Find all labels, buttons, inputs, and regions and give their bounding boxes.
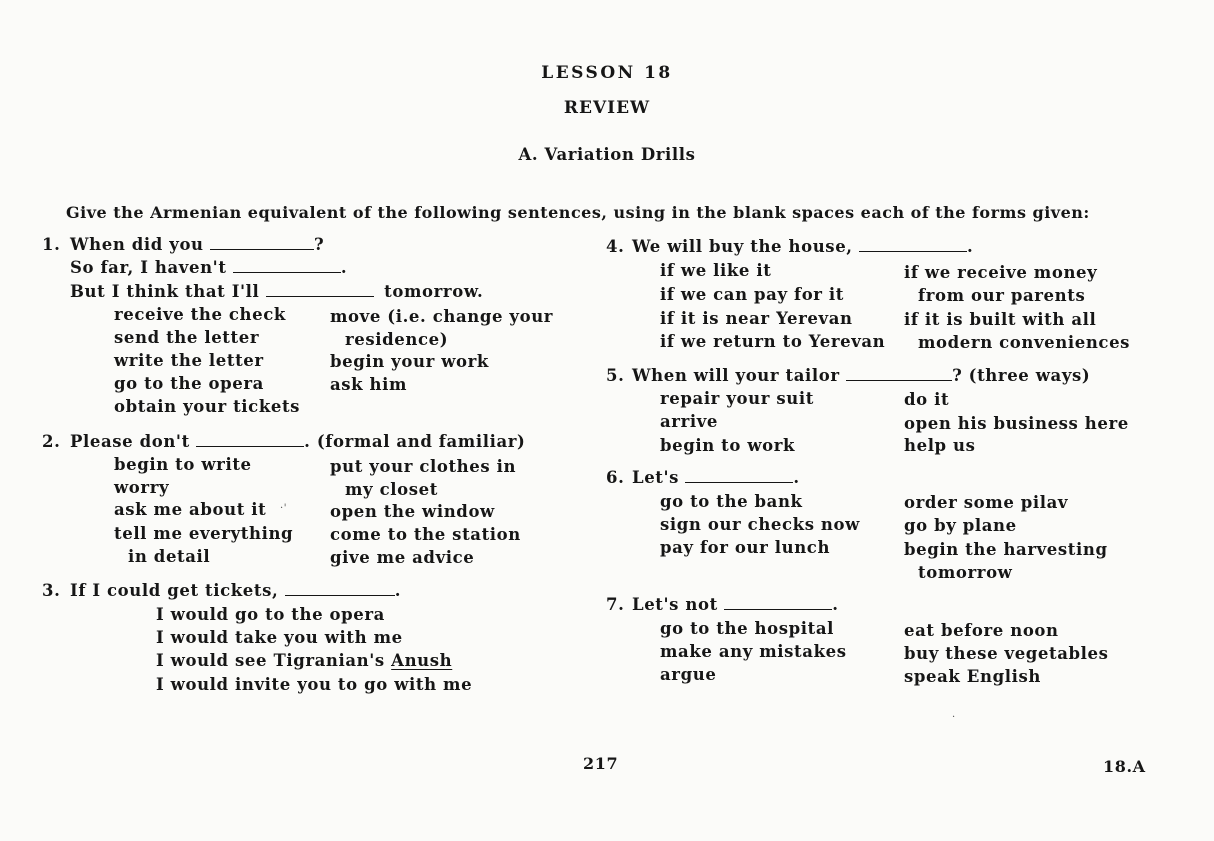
option-item: tell me everything [114,524,294,543]
option-item: I would see Tigranian's Anush [156,651,453,670]
option-item: buy these vegetables [904,644,1109,663]
option-item: go by plane [904,516,1017,535]
option-item: if we receive money [904,263,1098,282]
option-item: ask him [330,375,408,394]
page-number: 217 [583,754,619,773]
option-item: help us [904,436,976,455]
drill-number: 1. [42,235,61,254]
option-item: I would go to the opera [156,605,385,624]
option-item: go to the opera [114,374,264,393]
scan-speck: ·' [280,503,288,514]
option-item: pay for our lunch [660,538,831,557]
answer-blank [266,295,374,297]
option-item: write the letter [114,351,264,370]
option-item: if we return to Yerevan [660,332,886,351]
option-item: do it [904,390,950,409]
scan-speck: · [952,712,956,723]
section-code: 18.A [1103,757,1146,776]
option-item: go to the bank [660,492,803,511]
option-item: my closet [345,480,438,499]
option-item: begin your work [330,352,489,371]
drill-number: 3. [42,581,61,600]
answer-blank [685,481,793,483]
option-item: give me advice [330,548,475,567]
option-item: begin the harvesting [904,540,1108,559]
drill-line: But I think that I'll tomorrow. [70,282,484,301]
option-item: speak English [904,667,1041,686]
option-item: repair your suit [660,389,814,408]
option-item: send the letter [114,328,260,347]
answer-blank [846,379,952,381]
option-item: obtain your tickets [114,397,301,416]
underlined-title: Anush [391,651,453,670]
lesson-title: LESSON 18 [541,63,673,83]
option-item: order some pilav [904,493,1069,512]
review-heading: REVIEW [563,98,651,118]
drill-line: If I could get tickets, . [70,581,402,600]
option-item: from our parents [918,286,1086,305]
answer-blank [859,250,967,252]
option-item: make any mistakes [660,642,847,661]
option-item: if it is near Yerevan [660,309,853,328]
option-item: put your clothes in [330,457,517,476]
drill-number: 7. [606,595,625,614]
option-item: eat before noon [904,621,1059,640]
answer-blank [233,271,341,273]
drill-line: When did you ? [70,235,325,254]
option-item: if we can pay for it [660,285,845,304]
option-item: open his business here [904,414,1129,433]
drill-number: 4. [606,237,625,256]
option-item: move (i.e. change your [330,307,554,326]
answer-blank [210,248,314,250]
drill-line: Let's not . [632,595,839,614]
option-item: modern conveniences [918,333,1131,352]
option-item: begin to work [660,436,796,455]
option-item: argue [660,665,717,684]
answer-blank [196,445,304,447]
drill-number: 2. [42,432,61,451]
option-item: in detail [128,547,211,566]
drill-number: 5. [606,366,625,385]
drill-line: So far, I haven't . [70,258,348,277]
answer-blank [285,594,395,596]
option-item: worry [114,478,170,497]
option-item: tomorrow [918,563,1013,582]
option-item: if we like it [660,261,772,280]
option-item: if it is built with all [904,310,1097,329]
drill-line: We will buy the house, . [632,237,974,256]
drill-line: Let's . [632,468,800,487]
option-item: go to the hospital [660,619,834,638]
option-item: I would invite you to go with me [156,675,473,694]
option-item: open the window [330,502,495,521]
drill-line: When will your tailor ? (three ways) [632,366,1091,385]
option-item: residence) [345,330,449,349]
drill-number: 6. [606,468,625,487]
option-item: come to the station [330,525,521,544]
answer-blank [724,608,832,610]
option-item: sign our checks now [660,515,860,534]
option-item: I would take you with me [156,628,403,647]
option-item: begin to write [114,455,252,474]
section-heading: A. Variation Drills [518,145,696,164]
instruction-text: Give the Armenian equivalent of the following sentences, using in the blank spaces each of the forms given: [66,203,1090,222]
option-item: arrive [660,412,719,431]
drill-line: Please don't . (formal and familiar) [70,432,526,451]
option-item: ask me about it [114,500,267,519]
option-item: receive the check [114,305,286,324]
